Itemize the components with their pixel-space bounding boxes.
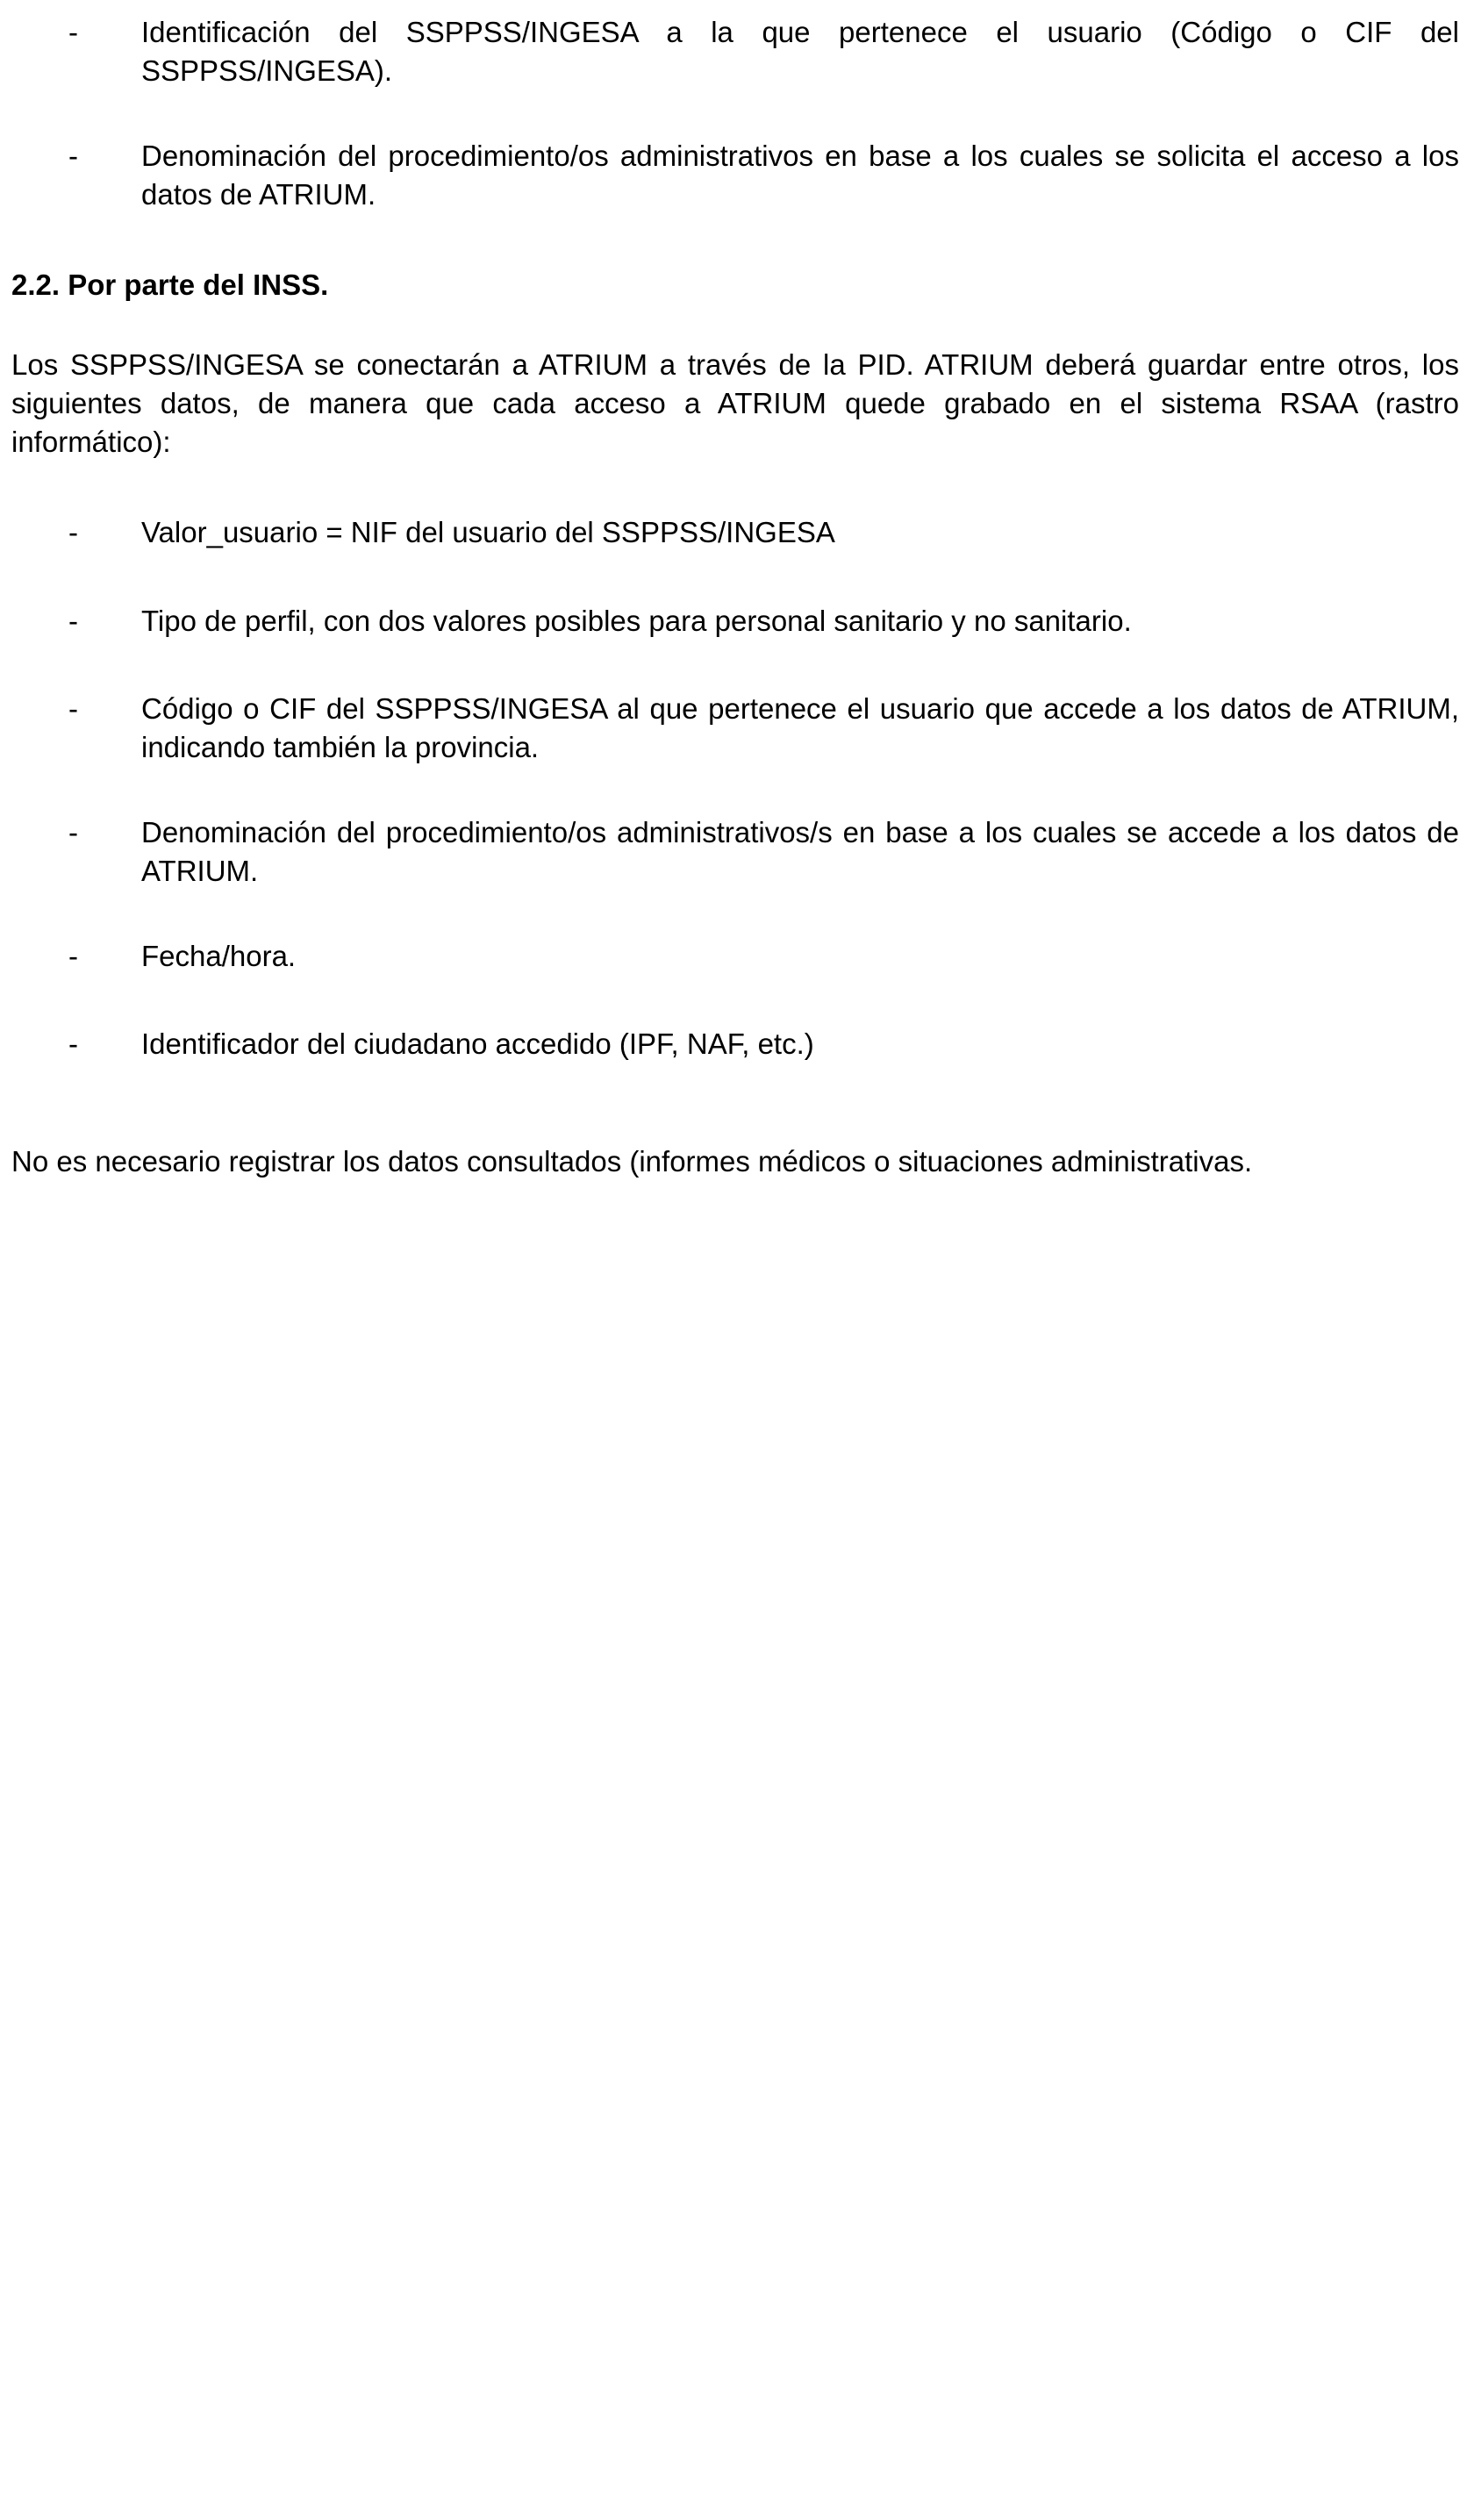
bullet-dash: -: [68, 692, 78, 725]
list-item-text: Identificador del ciudadano accedido (IPF, NAF, etc.): [141, 1027, 814, 1060]
list-item: [11, 137, 1459, 214]
bullet-dash: -: [68, 140, 78, 172]
list-item: [11, 690, 1459, 767]
list-item: [11, 513, 1459, 552]
list-item-text: Denominación del procedimiento/os administrativos/s en base a los cuales se accede a los datos de ATRIUM.: [141, 816, 1459, 887]
bullet-dash: -: [68, 605, 78, 637]
list-item-text: Identificación del SSPPSS/INGESA a la que pertenece el usuario (Código o CIF del SSPPSS/INGESA).: [141, 16, 1459, 87]
list-item-text: Valor_usuario = NIF del usuario del SSPPSS/INGESA: [141, 516, 835, 548]
section-heading: 2.2. Por parte del INSS.: [11, 268, 329, 301]
list-item-text: Denominación del procedimiento/os administrativos en base a los cuales se solicita el acceso a los datos de ATRIUM.: [141, 140, 1459, 211]
list-item: [11, 602, 1459, 641]
bullet-dash: -: [68, 1027, 78, 1060]
list-item: [11, 937, 1459, 976]
bullet-dash: -: [68, 516, 78, 548]
list-item: [11, 813, 1459, 891]
intro-paragraph: Los SSPPSS/INGESA se conectarán a ATRIUM a través de la PID. ATRIUM deberá guardar entre otros, los siguientes datos, de manera que cada acceso a ATRIUM quede grabado en el sistema RSAA (rastro informático):: [11, 348, 1459, 458]
bullet-dash: -: [68, 816, 78, 848]
list-item-text: Código o CIF del SSPPSS/INGESA al que pertenece el usuario que accede a los datos de ATRIUM, indicando también la provincia.: [141, 692, 1459, 763]
bullet-dash: -: [68, 940, 78, 972]
list-item: [11, 1025, 1459, 1063]
bullet-dash: -: [68, 16, 78, 48]
list-item-text: Tipo de perfil, con dos valores posibles para personal sanitario y no sanitario.: [141, 605, 1132, 637]
list-item: [11, 13, 1459, 90]
closing-paragraph: No es necesario registrar los datos consultados (informes médicos o situaciones administrativas.: [11, 1145, 1253, 1178]
list-item-text: Fecha/hora.: [141, 940, 297, 972]
